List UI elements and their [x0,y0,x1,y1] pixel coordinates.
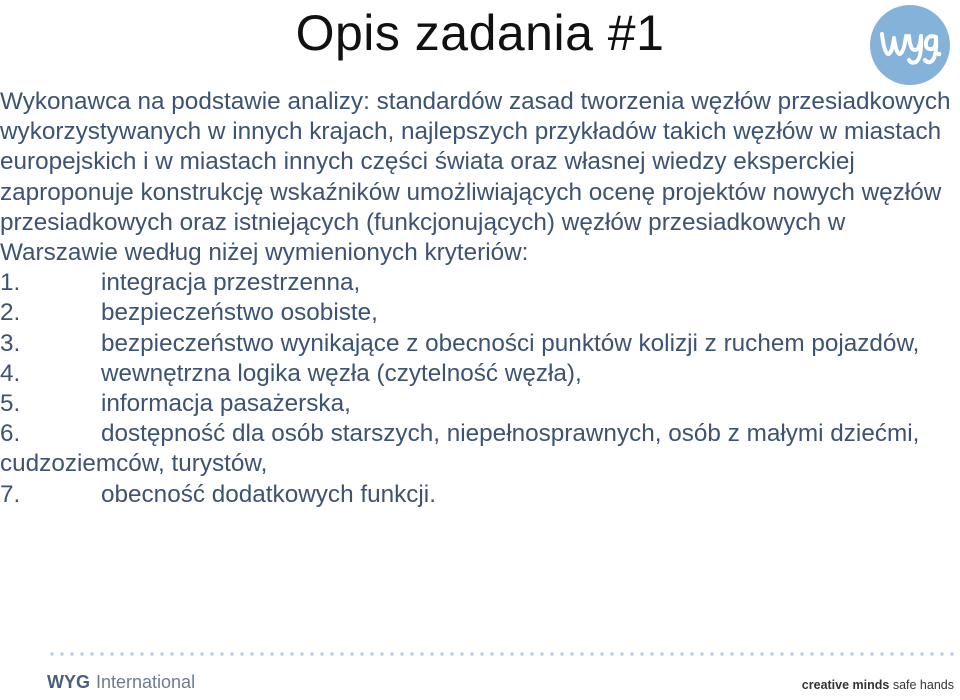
task-description [0,87,958,510]
footer-dotted-divider [47,651,960,657]
criteria-text: informacja pasażerska, [101,390,351,418]
criteria-text: obecność dodatkowych funkcji. [101,480,436,508]
footer-brand-suffix: International [96,672,196,692]
criteria-number: 5. [0,390,21,418]
criteria-item [0,480,952,510]
criteria-item [0,329,952,359]
footer-brand [47,671,195,693]
intro-paragraph: Wykonawca na podstawie analizy: standardów zasad tworzenia węzłów przesiadkowych wykorzystywanych w innych krajach, najlepszych przykładów takich węzłów w miastach europejskich i w miastach innych części świata oraz własnej wiedzy eksperckiej zaproponuje konstrukcję wskaźników umożliwiających ocenę projektów nowych węzłów przesiadkowych oraz istniejących (funkcjonujących) węzłów przesiadkowych w Warszawie według niżej wymienionych kryteriów: [0,88,958,267]
criteria-item [0,268,952,298]
criteria-text: bezpieczeństwo osobiste, [101,299,378,327]
criteria-item [0,389,952,419]
criteria-list [0,268,952,510]
criteria-text: bezpieczeństwo wynikające z obecności punktów kolizji z ruchem pojazdów, [101,329,920,357]
criteria-item [0,359,952,389]
criteria-item [0,419,952,479]
footer-tagline [802,677,954,693]
wyg-logo [870,5,950,85]
footer-brand-name: WYG [47,672,90,692]
criteria-number: 4. [0,359,21,387]
criteria-number: 6. [0,420,21,448]
criteria-text: integracja przestrzenna, [101,269,361,297]
criteria-item [0,298,952,328]
footer-tagline-bold: creative minds [801,678,890,692]
criteria-text: wewnętrzna logika węzła (czytelność węzła), [101,359,582,387]
footer-tagline-rest: safe hands [892,678,954,692]
criteria-number: 1. [0,269,21,297]
slide-title: Opis zadania #1 [295,5,665,61]
criteria-number: 7. [0,480,21,508]
criteria-text: dostępność dla osób starszych, niepełnosprawnych, osób z małymi dziećmi, cudzoziemców, turystów, [0,420,920,478]
criteria-number: 3. [0,329,21,357]
criteria-number: 2. [0,299,21,327]
wyg-logo-icon [878,24,942,66]
